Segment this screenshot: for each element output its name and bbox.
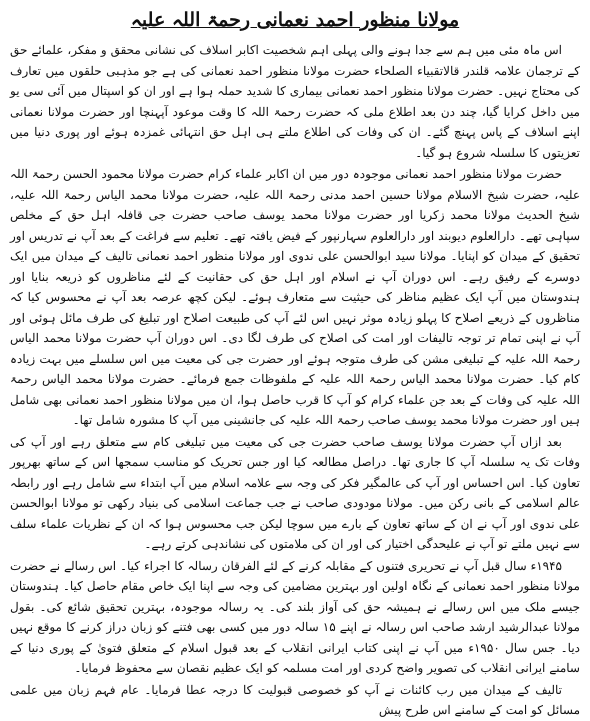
paragraph: حضرت مولانا منظور احمد نعمانی موجودہ دور میں ان اکابر علماء کرام حضرت مولانا محمود الحسن رحمۃ اللہ علیہ، حضرت شیخ الاسلام مولانا حسین احمد مدنی رحمۃ اللہ علیہ، حضرت مولانا محمد الیاس رحمۃ اللہ علیہ، شیخ الحدیث مولانا محمد زکریا اور حضرت مولانا محمد یوسف صاحب حضرت جی قافلہ اہل حق کے مخلص سپاہی تھے۔ دارالعلوم دیوبند اور دارالعلوم سہارنپور کے فیض یافتہ تھے۔ تعلیم سے فراغت کے بعد آپ نے تدریس اور تحقیق کے میدان کو اپنایا۔ مولانا سید ابوالحسن علی ندوی اور مولانا منظور احمد نعمانی تالیف کے میدان میں ایک دوسرے کے رفیق رہے۔ اس دوران آپ نے اسلام اور اہل حق کی حقانیت کے لئے مناظروں کو ذریعہ بنایا اور ہندوستان میں آپ ایک عظیم مناظر کی حیثیت سے متعارف ہوئے۔ لیکن کچھ عرصہ بعد آپ نے محسوس کیا کہ مناظروں کے ذریعے اصلاح کا پہلو زیادہ موثر نہیں اس لئے آپ کی طبیعت اصلاح اور تبلیغ کی طرف مائل ہوئی اور آپ نے اپنی تمام تر توجہ تالیفات اور امت کی اصلاح کی طرف لگا دی۔ اس دوران آپ حضرت مولانا محمد الیاس رحمۃ اللہ علیہ کے تبلیغی مشن کی طرف متوجہ ہوئے اور حضرت جی کی معیت میں اس سلسلے میں بہت زیادہ کام کیا۔ حضرت مولانا محمد الیاس رحمۃ اللہ علیہ کے ملفوظات جمع فرمائے۔ حضرت مولانا محمد الیاس رحمۃ اللہ علیہ کی وفات کے بعد جن علماء کرام کو آپ کا قرب حاصل ہوا، ان میں مولانا منظور احمد نعمانی بھی شامل ہیں اور حضرت مولانا محمد یوسف صاحب رحمۃ اللہ علیہ کی جانشینی میں آپ کا مشورہ شامل تھا۔ [10, 167, 580, 427]
paragraph: تالیف کے میدان میں رب کائنات نے آپ کو خصوصی قبولیت کا درجہ عطا فرمایا۔ عام فہم زبان میں علمی مسائل کو امت کے سامنے اس طرح پیش [10, 682, 580, 717]
paragraph: بعد ازاں آپ حضرت مولانا یوسف صاحب حضرت جی کی معیت میں تبلیغی کام سے متعلق رہے اور آپ کی وفات تک یہ سلسلہ آپ کا جاری تھا۔ دراصل مطالعہ کیا اور جس تحریک کو مناسب سمجھا اس کے ساتھ بھرپور تعاون کیا۔ اس احساس اور آپ کی عالمگیر فکر کی وجہ سے علامہ اسلام میں آپ ابتداء سے شامل رہے اور رابطہ عالم اسلامی کے بانی رکن میں۔ مولانا مودودی صاحب نے جب جماعت اسلامی کی بنیاد رکھی تو مولانا ابوالحسن علی ندوی اور آپ نے ان کے ساتھ تعاون کے بارے میں سوچا لیکن جب محسوس ہوا کہ ان کے نظریات علماء سلف سے نہیں ملتے تو آپ نے علیحدگی اختیار کی اور ان کی ملامتوں کی نشاندہی کرتے رہے۔ [10, 434, 580, 551]
document-title: مولانا منظور احمد نعمانی رحمۃ اللہ علیہ [130, 9, 460, 31]
paragraph: اس ماہ مئی میں ہم سے جدا ہونے والی پہلی اہم شخصیت اکابر اسلاف کی نشانی محقق و مفکر، علمائے حق کے ترجمان علامہ قلندر قالاتقبیاء الصلحاء حضرت مولانا منظور احمد نعمانی کی ہے جو مذہبی حلقوں میں تعارف کی محتاج نہیں۔ حضرت مولانا منظور احمد نعمانی بیماری کا شدید حملہ ہوا ہے اور ان کو اسپتال میں آئی سی یو میں داخل کرایا گیا، چند دن بعد اطلاع ملی کہ حضرت رحمۃ اللہ کا وقت موعود آپہنچا اور حضرت مولانا نعمانی اپنے اسلاف کے پاس پہنچ گئے۔ ان کی وفات کی اطلاع ملتے ہی اہل حق انتہائی غمزدہ ہوئے اور پوری دنیا میں تعزیتوں کا سلسلہ شروع ہو گیا۔ [10, 43, 580, 160]
document-body [10, 40, 580, 721]
paragraph: ۱۹۴۵ء سال قبل آپ نے تحریری فتنوں کے مقابلہ کرنے کے لئے الفرقان رسالہ کا اجراء کیا۔ اس رسالے نے حضرت مولانا منظور احمد نعمانی کے نگاہ اولین اور بہترین مضامین کی وجہ سے اپنا ایک خاص مقام حاصل کیا۔ ہندوستان جیسے ملک میں اس رسالے نے ہمیشہ حق کی آواز بلند کی۔ یہ رسالہ موجودہ، بہترین تحقیق شائع کی۔ بقول مولانا عبدالرشید ارشد صاحب اس رسالہ نے اپنے ۱۵ سالہ دور میں کسی بھی فتنے کو زبان دراز کرنے کا موقع نہیں دیا۔ جس سال ۱۹۵۰ء میں آپ نے اپنی کتاب ایرانی انقلاب کے بعد قبول اسلام کے متعلق فتویٰ کے پوری دنیا کے سامنے ایرانی انقلاب کی تصویر واضح کردی اور امت مسلمہ کو ایک عظیم نقصان سے محفوظ فرمایا۔ [10, 558, 580, 675]
